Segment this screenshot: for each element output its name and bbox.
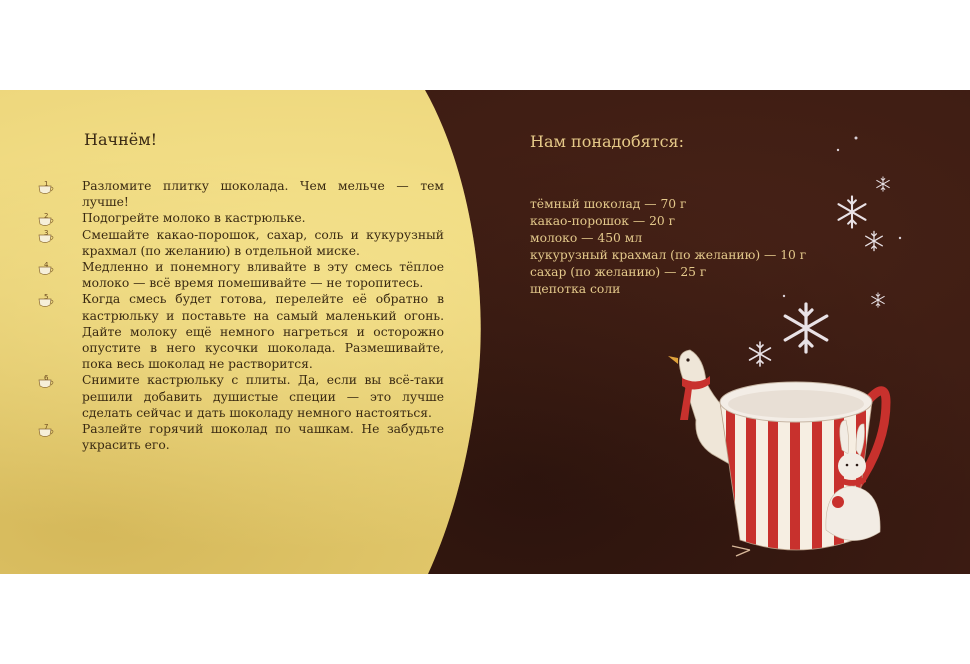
snowflake-icon <box>877 177 889 191</box>
step-number: 7 <box>44 423 49 432</box>
teacup-icon <box>38 229 56 241</box>
teacup-icon <box>38 261 56 273</box>
step-item-7 <box>36 421 444 453</box>
teacup-icon <box>38 423 56 435</box>
step-number: 6 <box>44 374 49 383</box>
teacup-icon <box>38 293 56 305</box>
step-text: Разлейте горячий шоколад по чашкам. Не забудьте украсить его. <box>82 422 444 453</box>
ingredient-item: щепотка соли <box>530 282 621 296</box>
snowflake-icon <box>785 304 827 352</box>
step-item-4 <box>36 259 444 291</box>
left-page-title: Начнём! <box>84 130 158 149</box>
step-item-1 <box>36 178 444 210</box>
step-text: Когда смесь будет готова, перелейте её обратно в кастрюльку и поставьте на самый маленький огонь. Дайте молоку ещё немного нагреться и осторожно опустите в него кусочки шоколада. Размешивайте, пока весь шоколад не растворится. <box>82 292 444 372</box>
ingredient-item: молоко — 450 мл <box>530 231 643 245</box>
snowflake-icon <box>750 342 771 366</box>
step-item-6 <box>36 372 444 421</box>
snowflake-icon <box>866 231 883 250</box>
steps-list <box>36 178 444 453</box>
step-text: Смешайте какао-порошок, сахар, соль и кукурузный крахмал (по желанию) в отдельной миске. <box>82 227 444 258</box>
step-text: Разломите плитку шоколада. Чем мельче — тем лучше! <box>82 179 444 210</box>
ingredient-item: тёмный шоколад — 70 г <box>530 197 687 211</box>
step-number: 2 <box>44 212 49 221</box>
ingredient-item: сахар (по желанию) — 25 г <box>530 265 707 279</box>
step-text: Медленно и понемногу вливайте в эту смесь тёплое молоко — всё время помешивайте — не торопитесь. <box>82 260 444 291</box>
snowflake-icon <box>872 293 884 307</box>
step-text: Снимите кастрюльку с плиты. Да, если вы всё-таки решили добавить душистые специи — это лучше сделать сейчас и дать шоколаду немного настояться. <box>82 373 444 420</box>
step-item-3 <box>36 227 444 259</box>
teacup-icon <box>38 212 56 224</box>
step-text: Подогрейте молоко в кастрюльке. <box>82 211 306 226</box>
teacup-icon <box>38 374 56 386</box>
step-number: 3 <box>44 228 49 237</box>
step-item-5 <box>36 291 444 372</box>
teacup-icon <box>38 180 56 192</box>
striped-cup-illustration <box>660 120 970 574</box>
step-number: 1 <box>44 180 49 188</box>
ingredient-item: какао-порошок — 20 г <box>530 214 676 228</box>
step-number: 4 <box>44 261 49 270</box>
snowflake-icon <box>838 196 865 227</box>
step-item-2 <box>36 210 444 226</box>
right-page-title: Нам понадобятся: <box>530 132 685 151</box>
step-number: 5 <box>44 293 49 302</box>
book-spread <box>0 90 970 574</box>
ingredient-item: кукурузный крахмал (по желанию) — 10 г <box>530 248 807 262</box>
